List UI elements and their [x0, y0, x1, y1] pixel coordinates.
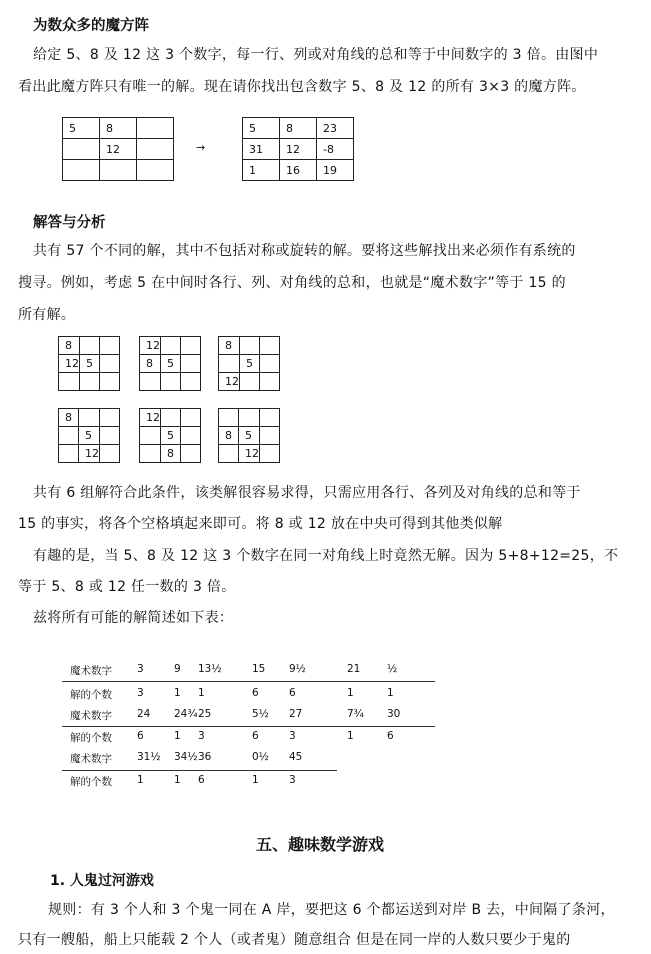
solution-grid-cell	[219, 409, 239, 427]
magic-row-1-label: 魔术数字	[70, 665, 112, 677]
solution-grid-row	[59, 445, 120, 463]
solution-grid-row	[140, 355, 201, 373]
right-grid-cell: 1	[243, 160, 280, 181]
magic-row-2-value: 7¾	[347, 708, 364, 720]
magic-row-2-value: 30	[387, 708, 401, 720]
count-row-1-value: 1	[198, 687, 205, 699]
count-row-1-value: 3	[137, 687, 144, 699]
solution-grid-cell	[260, 355, 280, 373]
solution-grid-cell: 5	[79, 427, 100, 445]
left-grid-cell	[63, 139, 100, 160]
para2-line-3: 有趣的是，当 5、8 及 12 这 3 个数字在同一对角线上时竟然无解。因为 5+8+12=25，不	[33, 548, 619, 564]
solution-grid-cell: 12	[140, 409, 161, 427]
solution-grid-cell	[100, 427, 120, 445]
magic-row-2-value: 27	[289, 708, 303, 720]
right-grid-row	[243, 139, 354, 160]
solution-grid-cell	[59, 445, 79, 463]
solution-grid-cell	[260, 445, 280, 463]
solution-grid-cell	[100, 355, 120, 373]
right-grid-cell: 19	[317, 160, 354, 181]
solution-grid-cell: 8	[59, 409, 79, 427]
magic-row-3-label: 魔术数字	[70, 753, 112, 765]
solutions-table	[62, 655, 442, 795]
solution-grid-cell	[100, 373, 120, 391]
count-row-3-value: 1	[137, 774, 144, 786]
count-row-3-value: 6	[198, 774, 205, 786]
solution-grid-cell	[59, 427, 79, 445]
table-divider	[62, 681, 435, 682]
solution-grid-row	[140, 373, 201, 391]
solution-grid-cell: 12	[239, 445, 260, 463]
count-row-1-value: 1	[347, 687, 354, 699]
magic-row-2-value: 24¾	[174, 708, 198, 720]
para2-line-2: 15 的事实，将各个空格填起来即可。将 8 或 12 放在中央可得到其他类似解	[18, 516, 503, 532]
magic-row-3-value: 34½	[174, 751, 198, 763]
right-grid-row	[243, 118, 354, 139]
count-row-2-value: 1	[174, 730, 181, 742]
solution-grid-2	[139, 336, 201, 391]
solution-grid-row	[140, 337, 201, 355]
solution-grid-cell	[161, 373, 181, 391]
solution-grid-cell: 5	[161, 355, 181, 373]
count-row-1-value: 6	[252, 687, 259, 699]
section-title-answer: 解答与分析	[33, 215, 106, 231]
intro-line-1: 给定 5、8 及 12 这 3 个数字，每一行、列或对角线的总和等于中间数字的 3 倍。由图中	[33, 47, 599, 63]
solution-grid-5	[139, 408, 201, 463]
right-grid-cell: 16	[280, 160, 317, 181]
solution-grid-cell	[181, 355, 201, 373]
solution-grid-cell: 12	[79, 445, 100, 463]
solution-grid-row	[140, 409, 201, 427]
solution-grid-cell	[140, 427, 161, 445]
magic-square-left	[62, 117, 174, 181]
solution-grid-cell	[181, 337, 201, 355]
solution-grid-3	[218, 336, 280, 391]
magic-row-2-label: 魔术数字	[70, 710, 112, 722]
left-grid-cell	[137, 160, 174, 181]
magic-row-1-value: 9½	[289, 663, 306, 675]
solution-grid-row	[59, 409, 120, 427]
solution-grid-cell	[59, 373, 80, 391]
solution-grid-cell: 5	[161, 427, 181, 445]
magic-row-3-value: 45	[289, 751, 303, 763]
solution-grid-cell: 8	[161, 445, 181, 463]
solution-grid-row	[219, 427, 280, 445]
sub-heading-crossing: 1. 人鬼过河游戏	[50, 873, 154, 889]
count-row-2-value: 6	[252, 730, 259, 742]
solution-grid-cell	[219, 355, 240, 373]
magic-row-2-value: 25	[198, 708, 212, 720]
left-grid-cell	[100, 160, 137, 181]
solution-grid-row	[140, 445, 201, 463]
count-row-2-value: 1	[347, 730, 354, 742]
magic-square-right	[242, 117, 354, 181]
solution-grid-cell	[181, 373, 201, 391]
section-heading-games: 五、趣味数学游戏	[256, 835, 385, 854]
magic-row-1-value: 9	[174, 663, 181, 675]
solution-grid-cell	[80, 373, 100, 391]
count-row-1-label: 解的个数	[70, 689, 112, 701]
magic-row-1-value: 13½	[198, 663, 222, 675]
solution-grid-cell: 12	[59, 355, 80, 373]
magic-row-1-value: 3	[137, 663, 144, 675]
solution-grid-cell	[239, 409, 260, 427]
magic-row-3-value: 31½	[137, 751, 161, 763]
solution-grid-row	[219, 355, 280, 373]
count-row-1-value: 6	[289, 687, 296, 699]
count-row-3-value: 1	[252, 774, 259, 786]
para1-line-2: 搜寻。例如，考虑 5 在中间时各行、列、对角线的总和，也就是“魔术数字”等于 15 的	[18, 275, 566, 291]
rule-line-1: 规则：有 3 个人和 3 个鬼一同在 A 岸，要把这 6 个都运送到对岸 B 去，中间隔了条河，	[48, 902, 615, 918]
right-grid-cell: 12	[280, 139, 317, 160]
solution-grid-cell	[100, 337, 120, 355]
para2-line-5: 兹将所有可能的解简述如下表：	[33, 610, 234, 626]
solution-grid-cell	[219, 445, 239, 463]
left-grid-cell: 12	[100, 139, 137, 160]
count-row-3-label: 解的个数	[70, 776, 112, 788]
solution-grid-cell	[181, 409, 201, 427]
left-grid-cell	[137, 139, 174, 160]
solution-grid-cell: 5	[80, 355, 100, 373]
count-row-2-value: 6	[387, 730, 394, 742]
solution-grid-cell: 8	[59, 337, 80, 355]
solution-grid-row	[59, 355, 120, 373]
solution-grid-cell	[260, 427, 280, 445]
right-grid-cell: 8	[280, 118, 317, 139]
solution-grid-cell: 5	[239, 427, 260, 445]
left-grid-row	[63, 160, 174, 181]
solution-grid-cell	[260, 337, 280, 355]
magic-row-1-value: 21	[347, 663, 361, 675]
count-row-1-value: 1	[174, 687, 181, 699]
magic-row-3-value: 36	[198, 751, 212, 763]
para1-line-1: 共有 57 个不同的解，其中不包括对称或旋转的解。要将这些解找出来必须作有系统的	[33, 243, 576, 259]
count-row-3-value: 3	[289, 774, 296, 786]
para2-line-4: 等于 5、8 或 12 任一数的 3 倍。	[18, 579, 236, 595]
arrow-icon: →	[196, 141, 206, 154]
left-grid-row	[63, 118, 174, 139]
para1-line-3: 所有解。	[18, 307, 76, 323]
count-row-3-value: 1	[174, 774, 181, 786]
right-grid-cell: -8	[317, 139, 354, 160]
para2-line-1: 共有 6 组解符合此条件，该类解很容易求得，只需应用各行、各列及对角线的总和等于	[33, 485, 581, 501]
solution-grid-cell	[181, 445, 201, 463]
table-divider	[62, 726, 435, 727]
solution-grid-row	[219, 337, 280, 355]
solution-grid-row	[219, 409, 280, 427]
magic-row-1-value: ½	[387, 663, 398, 675]
solution-grid-row	[59, 427, 120, 445]
magic-row-3-value: 0½	[252, 751, 269, 763]
solution-grid-cell: 12	[140, 337, 161, 355]
solution-grid-cell	[260, 409, 280, 427]
magic-row-2-value: 5½	[252, 708, 269, 720]
table-divider	[62, 770, 337, 771]
count-row-2-label: 解的个数	[70, 732, 112, 744]
solution-grid-row	[59, 337, 120, 355]
count-row-2-value: 3	[289, 730, 296, 742]
solution-grid-cell	[100, 409, 120, 427]
solution-grid-cell	[161, 337, 181, 355]
solution-grid-row	[140, 427, 201, 445]
solution-grid-cell	[161, 409, 181, 427]
solution-grid-cell: 5	[240, 355, 260, 373]
count-row-2-value: 6	[137, 730, 144, 742]
solution-grid-row	[219, 373, 280, 391]
count-row-2-value: 3	[198, 730, 205, 742]
solution-grid-cell	[140, 445, 161, 463]
solution-grid-4	[58, 408, 120, 463]
solution-grid-cell	[80, 337, 100, 355]
intro-line-2: 看出此魔方阵只有唯一的解。现在请你找出包含数字 5、8 及 12 的所有 3×3 的魔方阵。	[18, 79, 586, 95]
left-grid-row	[63, 139, 174, 160]
solution-grid-cell	[140, 373, 161, 391]
solution-grid-cell	[100, 445, 120, 463]
right-grid-cell: 23	[317, 118, 354, 139]
solution-grid-row	[59, 373, 120, 391]
solution-grid-cell	[240, 373, 260, 391]
left-grid-cell	[63, 160, 100, 181]
count-row-1-value: 1	[387, 687, 394, 699]
left-grid-cell: 5	[63, 118, 100, 139]
magic-row-1-value: 15	[252, 663, 266, 675]
solution-grid-row	[219, 445, 280, 463]
solution-grid-cell	[181, 427, 201, 445]
solution-grid-1	[58, 336, 120, 391]
solution-grid-cell: 8	[219, 427, 239, 445]
solution-grid-cell	[240, 337, 260, 355]
right-grid-cell: 31	[243, 139, 280, 160]
right-grid-cell: 5	[243, 118, 280, 139]
left-grid-cell	[137, 118, 174, 139]
solution-grid-cell	[260, 373, 280, 391]
solution-grid-cell: 8	[219, 337, 240, 355]
solution-grid-6	[218, 408, 280, 463]
magic-row-2-value: 24	[137, 708, 151, 720]
solution-grid-cell: 12	[219, 373, 240, 391]
rule-line-2: 只有一艘船，船上只能载 2 个人（或者鬼）随意组合 但是在同一岸的人数只要少于鬼的	[18, 932, 571, 948]
solution-grid-cell	[79, 409, 100, 427]
right-grid-row	[243, 160, 354, 181]
solution-grid-cell: 8	[140, 355, 161, 373]
section-title-magic-squares: 为数众多的魔方阵	[33, 18, 149, 34]
left-grid-cell: 8	[100, 118, 137, 139]
